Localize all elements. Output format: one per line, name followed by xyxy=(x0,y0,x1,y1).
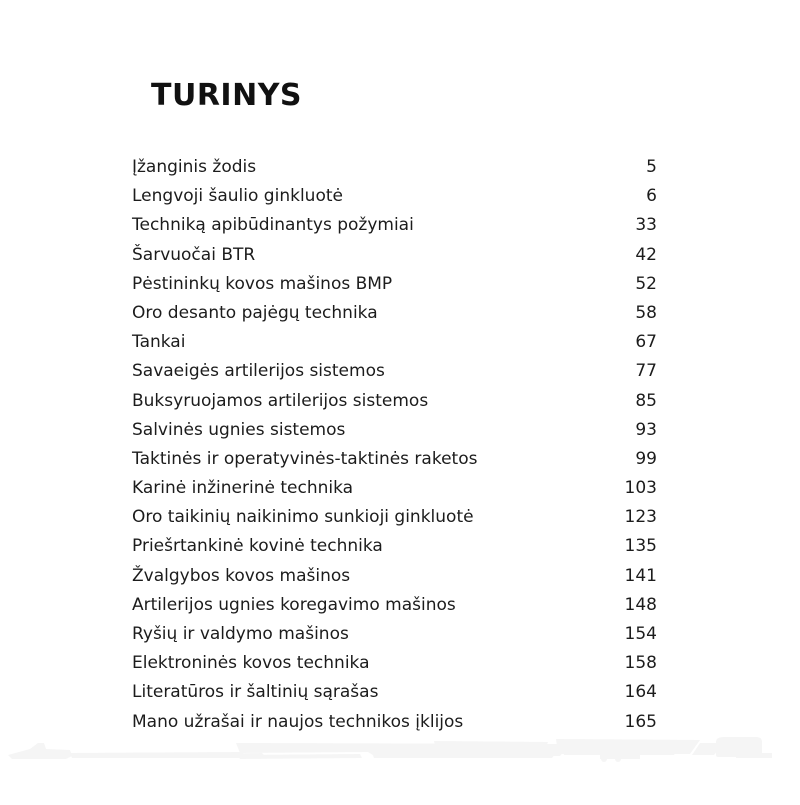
toc-entry-title: Priešrtankinė kovinė technika xyxy=(132,536,383,557)
toc-entry-page-number: 123 xyxy=(624,507,657,528)
toc-entry[interactable] xyxy=(132,211,657,240)
toc-entry-page-number: 103 xyxy=(624,478,657,499)
toc-entry-page-number: 85 xyxy=(635,390,657,411)
toc-entry-title: Lengvoji šaulio ginkluotė xyxy=(132,186,343,207)
toc-entry[interactable] xyxy=(132,416,657,445)
toc-entry-title: Šarvuočai BTR xyxy=(132,244,256,265)
toc-entry-title: Savaeigės artilerijos sistemos xyxy=(132,361,385,382)
toc-entry-title: Ryšių ir valdymo mašinos xyxy=(132,624,349,644)
toc-entry[interactable] xyxy=(132,620,657,649)
toc-entry[interactable] xyxy=(132,474,657,503)
toc-entry-title: Žvalgybos kovos mašinos xyxy=(132,565,351,586)
toc-entry-page-number: 42 xyxy=(635,244,657,265)
toc-entry-title: Įžanginis žodis xyxy=(132,157,257,177)
toc-entry-title: Techniką apibūdinantys požymiai xyxy=(132,215,414,236)
toc-entry-title: Tankai xyxy=(132,332,186,353)
toc-entry[interactable] xyxy=(132,532,657,561)
toc-entry[interactable] xyxy=(132,445,657,474)
toc-entry[interactable] xyxy=(132,182,657,211)
toc-entry[interactable] xyxy=(132,678,657,707)
toc-entry-page-number: 165 xyxy=(624,711,657,732)
toc-entry[interactable] xyxy=(132,153,657,182)
toc-entry-title: Oro desanto pajėgų technika xyxy=(132,302,378,323)
decoration-svg xyxy=(0,737,800,800)
toc-entry-page-number: 52 xyxy=(635,273,657,294)
toc-entry-page-number: 154 xyxy=(624,624,657,644)
toc-entry[interactable] xyxy=(132,299,657,328)
toc-entry[interactable] xyxy=(132,328,657,357)
toc-entry-page-number: 141 xyxy=(624,565,657,586)
toc-entry-title: Mano užrašai ir naujos technikos įklijos xyxy=(132,711,464,732)
toc-entry-title: Salvinės ugnies sistemos xyxy=(132,419,346,440)
toc-entry-title: Elektroninės kovos technika xyxy=(132,653,370,674)
decorative-vehicle-silhouettes xyxy=(0,737,800,800)
toc-entry-page-number: 6 xyxy=(646,186,657,207)
toc-entry-page-number: 135 xyxy=(624,536,657,557)
toc-entry-title: Karinė inžinerinė technika xyxy=(132,478,354,499)
toc-entry-page-number: 5 xyxy=(646,157,657,177)
toc-entry-page-number: 99 xyxy=(635,448,657,469)
toc-entry[interactable] xyxy=(132,387,657,416)
toc-entry-page-number: 158 xyxy=(624,653,657,674)
toc-entry-title: Artilerijos ugnies koregavimo mašinos xyxy=(132,594,456,615)
toc-entry-page-number: 77 xyxy=(635,361,657,382)
toc-entry[interactable] xyxy=(132,357,657,386)
toc-entry-title: Buksyruojamos artilerijos sistemos xyxy=(132,390,429,411)
table-of-contents-list xyxy=(132,153,657,737)
toc-entry[interactable] xyxy=(132,241,657,270)
toc-entry[interactable] xyxy=(132,270,657,299)
page-title: TURINYS xyxy=(151,78,303,113)
toc-entry-page-number: 93 xyxy=(635,419,657,440)
toc-entry-title: Oro taikinių naikinimo sunkioji ginkluotė xyxy=(132,507,474,528)
toc-entry-title: Literatūros ir šaltinių sąrašas xyxy=(132,682,379,703)
toc-entry[interactable] xyxy=(132,708,657,737)
toc-entry[interactable] xyxy=(132,649,657,678)
toc-entry[interactable] xyxy=(132,503,657,532)
toc-entry-page-number: 164 xyxy=(624,682,657,703)
toc-entry[interactable] xyxy=(132,591,657,620)
toc-entry-page-number: 148 xyxy=(624,594,657,615)
toc-entry[interactable] xyxy=(132,562,657,591)
toc-entry-title: Pėstininkų kovos mašinos BMP xyxy=(132,273,393,294)
toc-entry-page-number: 58 xyxy=(635,302,657,323)
toc-entry-page-number: 67 xyxy=(635,332,657,353)
toc-entry-title: Taktinės ir operatyvinės-taktinės raketos xyxy=(132,448,478,469)
toc-entry-page-number: 33 xyxy=(635,215,657,236)
